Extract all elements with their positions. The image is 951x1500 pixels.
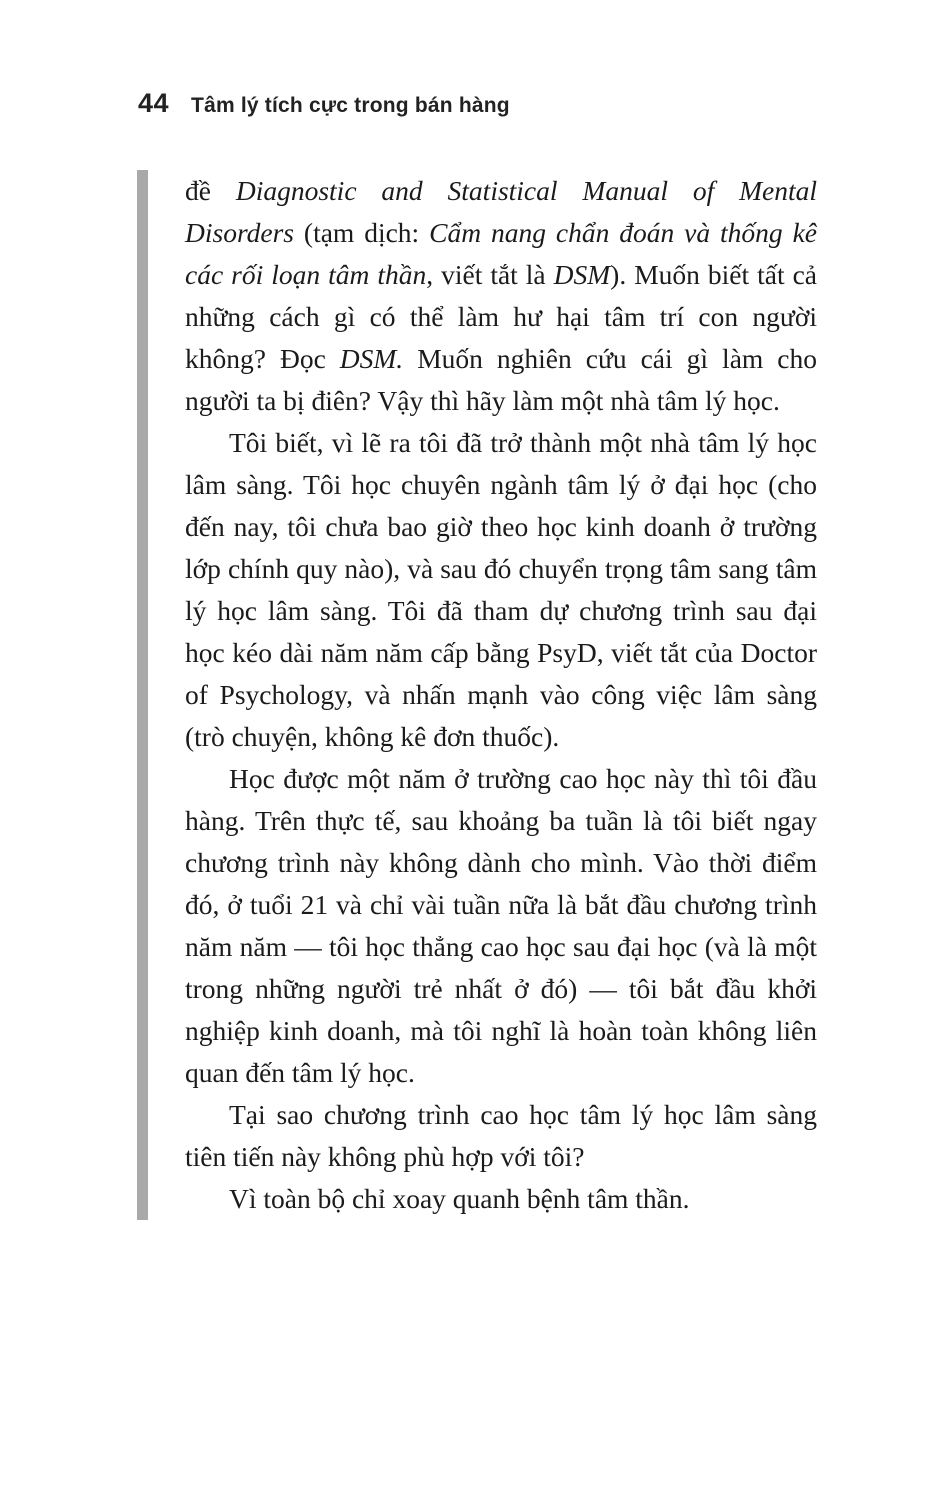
italic-text: Diagnostic and Statistical Manual of Mental Disorders xyxy=(185,175,817,248)
body-text-segment: ). Muốn biết tất cả những cách gì có thể làm hư hại tâm trí con người không? Đọc xyxy=(185,259,817,374)
body-text-segment: (tạm dịch: xyxy=(294,217,430,248)
page-number: 44 xyxy=(138,88,170,118)
body-text-segment: Vì toàn bộ chỉ xoay quanh bệnh tâm thần. xyxy=(229,1183,690,1214)
running-title: Tâm lý tích cực trong bán hàng xyxy=(191,94,510,117)
quote-bar xyxy=(137,170,148,1220)
italic-text: Cẩm nang chẩn đoán và thống kê các rối loạn tâm thần xyxy=(185,217,817,290)
paragraph xyxy=(185,422,817,758)
paragraph xyxy=(185,1178,817,1220)
page-header xyxy=(138,88,510,119)
body-text-segment: đề xyxy=(185,175,236,206)
body-text-segment: , viết tắt là xyxy=(426,259,554,290)
body-text-segment: Tôi biết, vì lẽ ra tôi đã trở thành một nhà tâm lý học lâm sàng. Tôi học chuyên ngành tâm lý ở đại học (cho đến nay, tôi chưa bao giờ theo học kinh doanh ở trường lớp chính quy nào), và sau đó chuyển trọng tâm sang tâm lý học lâm sàng. Tôi đã tham dự chương trình sau đại học kéo dài năm năm cấp bằng PsyD, viết tắt của Doctor of Psychology, và nhấn mạnh vào công việc lâm sàng (trò chuyện, không kê đơn thuốc). xyxy=(185,427,817,752)
italic-text: DSM xyxy=(553,259,611,290)
paragraph xyxy=(185,170,817,422)
paragraph xyxy=(185,758,817,1094)
italic-text: DSM. xyxy=(339,343,404,374)
body-text-segment: Học được một năm ở trường cao học này thì tôi đầu hàng. Trên thực tế, sau khoảng ba tuần là tôi biết ngay chương trình này không dành cho mình. Vào thời điểm đó, ở tuổi 21 và chỉ vài tuần nữa là bắt đầu chương trình năm năm — tôi học thẳng cao học sau đại học (và là một trong những người trẻ nhất ở đó) — tôi bắt đầu khởi nghiệp kinh doanh, mà tôi nghĩ là hoàn toàn không liên quan đến tâm lý học. xyxy=(185,763,817,1088)
body-text-segment: Tại sao chương trình cao học tâm lý học lâm sàng tiên tiến này không phù hợp với tôi? xyxy=(185,1099,817,1172)
body-text xyxy=(185,170,817,1220)
quote-block xyxy=(137,170,817,1220)
body-text-segment: Muốn nghiên cứu cái gì làm cho người ta bị điên? Vậy thì hãy làm một nhà tâm lý học. xyxy=(185,343,817,416)
paragraph xyxy=(185,1094,817,1178)
